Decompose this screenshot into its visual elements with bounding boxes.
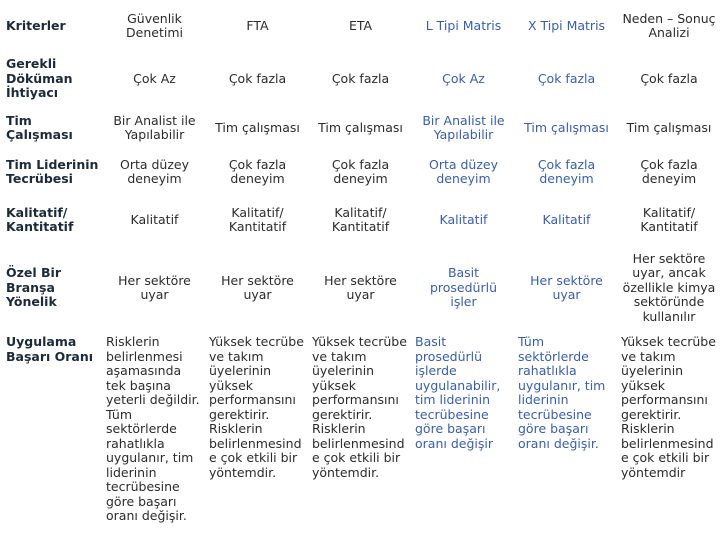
table-row xyxy=(0,106,720,150)
table-cell: Çok fazla deneyim xyxy=(228,156,287,186)
table-cell: Çok Az xyxy=(442,70,485,86)
row-criterion: Kalitatif/ Kantitatif xyxy=(6,204,74,234)
table-cell: Tim çalışması xyxy=(524,119,609,135)
table-cell: Basit prosedürlü işler xyxy=(429,265,498,310)
row-criterion: Özel Bir Branşa Yönelik xyxy=(6,265,61,310)
table-cell: Her sektöre uyar, ancak özellikle kimya sektöründe kullanılır xyxy=(622,250,716,324)
table-cell: Çok fazla xyxy=(640,70,698,86)
header-l-tipi-matris: L Tipi Matris xyxy=(425,17,502,33)
table-cell: Çok fazla xyxy=(228,70,287,86)
row-criterion: Uygulama Başarı Oranı xyxy=(6,334,94,364)
table-cell: Çok Az xyxy=(133,70,176,86)
table-row xyxy=(0,52,720,106)
header-row xyxy=(0,0,720,52)
header-kriterler: Kriterler xyxy=(6,17,66,33)
table-cell: Çok fazla xyxy=(537,70,596,86)
header-neden-sonuc-analizi: Neden – Sonuç Analizi xyxy=(622,10,716,40)
table-cell: Yüksek tecrübe ve takım üyelerinin yüksek performansını gerektirir. Risklerin belirlenmesind e çok etkili bir yöntemdir xyxy=(621,334,716,480)
table-row xyxy=(0,194,720,246)
table-cell: Bir Analist ile Yapılabilir xyxy=(422,112,505,142)
header-guvenlik-denetimi: Güvenlik Denetimi xyxy=(126,10,183,40)
table-cell: Çok fazla deneyim xyxy=(537,156,596,186)
table-cell: Yüksek tecrübe ve takım üyelerinin yüksek performansını gerektirir. Risklerin belirlenmesind e çok etkili bir yöntemdir. xyxy=(312,334,407,480)
header-eta: ETA xyxy=(348,17,373,33)
table-cell: Her sektöre uyar xyxy=(324,272,397,302)
table-cell: Kalitatif xyxy=(130,211,179,227)
table-cell: Çok fazla deneyim xyxy=(331,156,390,186)
table-cell: Kalitatif xyxy=(439,211,488,227)
table-cell: Orta düzey deneyim xyxy=(119,156,190,186)
row-criterion: Tim Liderinin Tecrübesi xyxy=(6,156,99,186)
table-cell: Çok fazla deneyim xyxy=(640,156,698,186)
table-cell: Orta düzey deneyim xyxy=(428,156,499,186)
table-cell: Her sektöre uyar xyxy=(221,272,294,302)
table-cell: Kalitatif/ Kantitatif xyxy=(331,204,390,234)
table-cell: Tim çalışması xyxy=(318,119,403,135)
table-cell: Her sektöre uyar xyxy=(118,272,191,302)
table-cell: Yüksek tecrübe ve takım üyelerinin yüksek performansını gerektirir. Risklerin belirlenmesind e çok etkili bir yöntemdir. xyxy=(209,334,304,480)
table-cell: Kalitatif xyxy=(542,211,591,227)
table-cell: Kalitatif/ Kantitatif xyxy=(228,204,287,234)
header-x-tipi-matris: X Tipi Matris xyxy=(527,17,606,33)
row-criterion: Gerekli Döküman İhtiyacı xyxy=(6,56,73,101)
table-cell: Basit prosedürlü işlerde uygulanabilir, tim liderinin tecrübesine göre başarı oranı değişir xyxy=(415,334,501,451)
row-criterion: Tim Çalışması xyxy=(6,112,73,142)
table-cell: Çok fazla xyxy=(331,70,390,86)
table-cell: Tüm sektörlerde rahatlıkla uygulanır, tim liderinin tecrübesine göre başarı oranı değişir. xyxy=(518,334,606,451)
header-fta: FTA xyxy=(246,17,269,33)
table-cell: Kalitatif/ Kantitatif xyxy=(640,204,698,234)
table-cell: Risklerin belirlenmesi aşamasında tek başına yeterli değildir. Tüm sektörlerde rahatlıkla uygulanır, tim liderinin tecrübesine göre başarı oranı değişir. xyxy=(106,334,200,523)
table-row xyxy=(0,150,720,194)
table-cell: Her sektöre uyar xyxy=(530,272,603,302)
table-cell: Tim çalışması xyxy=(215,119,300,135)
table-cell: Tim çalışması xyxy=(626,119,712,135)
table-row xyxy=(0,246,720,330)
table-cell: Bir Analist ile Yapılabilir xyxy=(113,112,196,142)
table-row xyxy=(0,330,720,540)
